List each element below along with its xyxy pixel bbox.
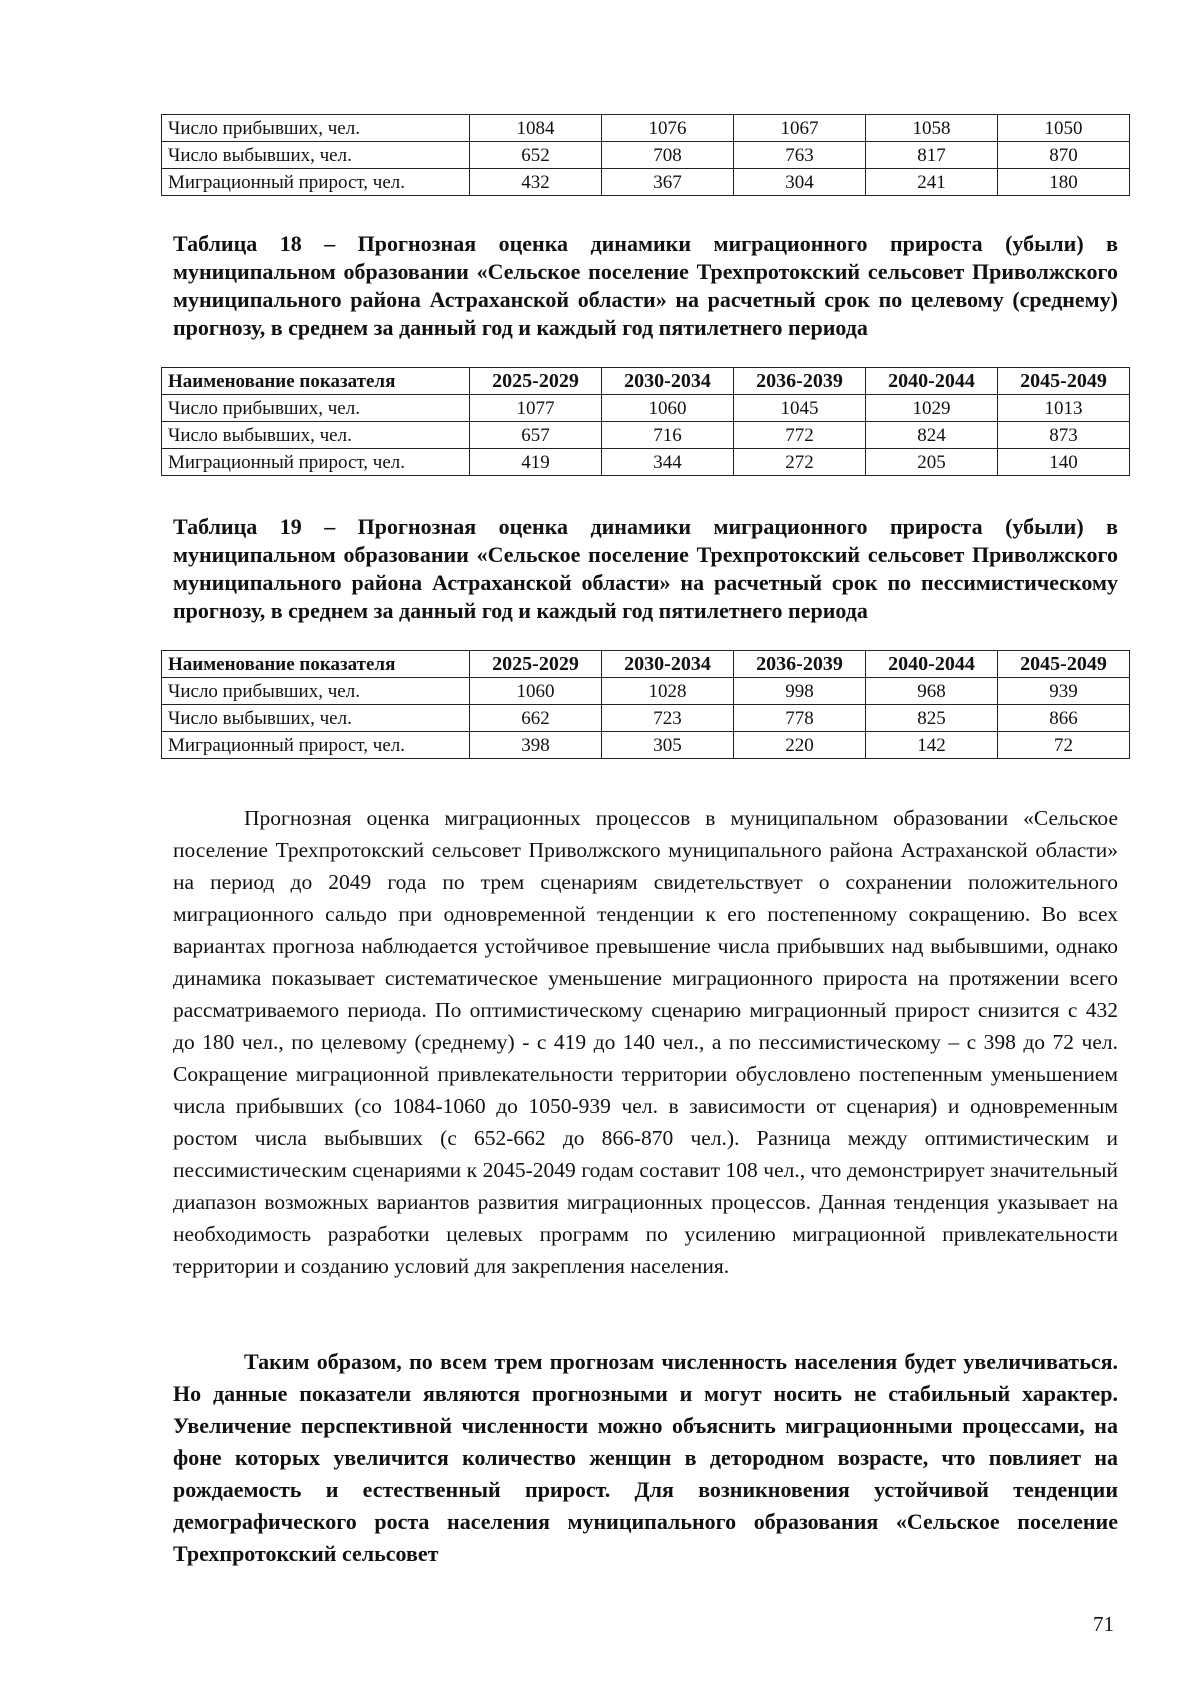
table-cell: 367 xyxy=(602,169,734,196)
row-label: Миграционный прирост, чел. xyxy=(162,449,470,476)
column-header: Наименование показателя xyxy=(162,651,470,678)
table-cell: 304 xyxy=(734,169,866,196)
column-header: 2030-2034 xyxy=(602,651,734,678)
row-label: Миграционный прирост, чел. xyxy=(162,732,470,759)
table-cell: 432 xyxy=(470,169,602,196)
column-header: 2040-2044 xyxy=(866,651,998,678)
column-header: 2036-2039 xyxy=(734,368,866,395)
row-label: Число выбывших, чел. xyxy=(162,142,470,169)
row-label: Число выбывших, чел. xyxy=(162,705,470,732)
table-cell: 344 xyxy=(602,449,734,476)
table-cell: 873 xyxy=(998,422,1130,449)
table-cell: 72 xyxy=(998,732,1130,759)
table-cell: 1050 xyxy=(998,115,1130,142)
table-18-caption: Таблица 18 – Прогнозная оценка динамики миграционного прироста (убыли) в муниципальном образовании «Сельское поселение Трехпротокский сельсовет Приволжского муниципального района Астраханской области» на расчетный срок по целевому (среднему) прогнозу, в среднем за данный год и каждый год пятилетнего периода xyxy=(173,231,1118,340)
column-header: 2036-2039 xyxy=(734,651,866,678)
table-cell: 140 xyxy=(998,449,1130,476)
table-cell: 1067 xyxy=(734,115,866,142)
table-cell: 1060 xyxy=(470,678,602,705)
table-cell: 1084 xyxy=(470,115,602,142)
row-label: Миграционный прирост, чел. xyxy=(162,169,470,196)
table-cell: 272 xyxy=(734,449,866,476)
table-cell: 778 xyxy=(734,705,866,732)
table-cell: 866 xyxy=(998,705,1130,732)
table-cell: 220 xyxy=(734,732,866,759)
column-header: 2030-2034 xyxy=(602,368,734,395)
table-cell: 772 xyxy=(734,422,866,449)
table-cell: 723 xyxy=(602,705,734,732)
row-label: Число прибывших, чел. xyxy=(162,395,470,422)
table-row xyxy=(162,449,1130,476)
paragraph-conclusion: Таким образом, по всем трем прогнозам численность населения будет увеличиваться. Но данные показатели являются прогнозными и могут носить не стабильный характер. Увеличение перспективной численности можно объяснить миграционными процессами, на фоне которых увеличится количество женщин в детородном возрасте, что повлияет на рождаемость и естественный прирост. Для возникновения устойчивой тенденции демографического роста населения муниципального образования «Сельское поселение Трехпротокский сельсовет xyxy=(173,1349,1118,1566)
table-row xyxy=(162,142,1130,169)
table-18 xyxy=(161,367,1130,476)
table-cell: 398 xyxy=(470,732,602,759)
column-header: 2045-2049 xyxy=(998,368,1130,395)
column-header: 2040-2044 xyxy=(866,368,998,395)
column-header: 2025-2029 xyxy=(470,651,602,678)
table-cell: 657 xyxy=(470,422,602,449)
table-row xyxy=(162,678,1130,705)
table-row xyxy=(162,395,1130,422)
table-row xyxy=(162,705,1130,732)
table-cell: 870 xyxy=(998,142,1130,169)
table-cell: 662 xyxy=(470,705,602,732)
column-header: 2025-2029 xyxy=(470,368,602,395)
table-cell: 142 xyxy=(866,732,998,759)
column-header: 2045-2049 xyxy=(998,651,1130,678)
table-cell: 652 xyxy=(470,142,602,169)
paragraph-migration-forecast: Прогнозная оценка миграционных процессов в муниципальном образовании «Сельское поселение Трехпротокский сельсовет Приволжского муниципального района Астраханской области» на период до 2049 года по трем сценариям свидетельствует о сохранении положительного миграционного сальдо при одновременной тенденции к его постепенному сокращению. Во всех вариантах прогноза наблюдается устойчивое превышение числа прибывших над выбывшими, однако динамика показывает систематическое уменьшение миграционного прироста на протяжении всего рассматриваемого периода. По оптимистическому сценарию миграционный прирост снизится с 432 до 180 чел., по целевому (среднему) - с 419 до 140 чел., а по пессимистическому – с 398 до 72 чел. Сокращение миграционной привлекательности территории обусловлено постепенным уменьшением числа прибывших (со 1084-1060 до 1050-939 чел. в зависимости от сценария) и одновременным ростом числа выбывших (с 652-662 до 866-870 чел.). Разница между оптимистическим и пессимистическим сценариями к 2045-2049 годам составит 108 чел., что демонстрирует значительный диапазон возможных вариантов развития миграционных процессов. Данная тенденция указывает на необходимость разработки целевых программ по усилению миграционной привлекательности территории и созданию условий для закрепления населения. xyxy=(173,806,1118,1278)
table-cell: 1028 xyxy=(602,678,734,705)
table-cell: 1029 xyxy=(866,395,998,422)
page-number: 71 xyxy=(1093,1612,1114,1636)
table-cell: 1058 xyxy=(866,115,998,142)
table-cell: 825 xyxy=(866,705,998,732)
table-cell: 1013 xyxy=(998,395,1130,422)
table-header-row xyxy=(162,651,1130,678)
table-continued xyxy=(161,114,1130,196)
table-cell: 998 xyxy=(734,678,866,705)
table-cell: 716 xyxy=(602,422,734,449)
table-cell: 1060 xyxy=(602,395,734,422)
row-label: Число выбывших, чел. xyxy=(162,422,470,449)
table-row xyxy=(162,115,1130,142)
column-header: Наименование показателя xyxy=(162,368,470,395)
table-row xyxy=(162,732,1130,759)
row-label: Число прибывших, чел. xyxy=(162,678,470,705)
row-label: Число прибывших, чел. xyxy=(162,115,470,142)
table-cell: 1076 xyxy=(602,115,734,142)
table-cell: 968 xyxy=(866,678,998,705)
table-cell: 708 xyxy=(602,142,734,169)
table-cell: 180 xyxy=(998,169,1130,196)
table-cell: 817 xyxy=(866,142,998,169)
table-row xyxy=(162,169,1130,196)
table-cell: 305 xyxy=(602,732,734,759)
table-cell: 939 xyxy=(998,678,1130,705)
table-cell: 419 xyxy=(470,449,602,476)
table-cell: 763 xyxy=(734,142,866,169)
table-cell: 205 xyxy=(866,449,998,476)
table-row xyxy=(162,422,1130,449)
table-19-caption: Таблица 19 – Прогнозная оценка динамики миграционного прироста (убыли) в муниципальном образовании «Сельское поселение Трехпротокский сельсовет Приволжского муниципального района Астраханской области» на расчетный срок по пессимистическому прогнозу, в среднем за данный год и каждый год пятилетнего периода xyxy=(173,514,1118,623)
table-cell: 241 xyxy=(866,169,998,196)
table-cell: 1077 xyxy=(470,395,602,422)
table-19 xyxy=(161,650,1130,759)
table-header-row xyxy=(162,368,1130,395)
table-cell: 1045 xyxy=(734,395,866,422)
table-cell: 824 xyxy=(866,422,998,449)
